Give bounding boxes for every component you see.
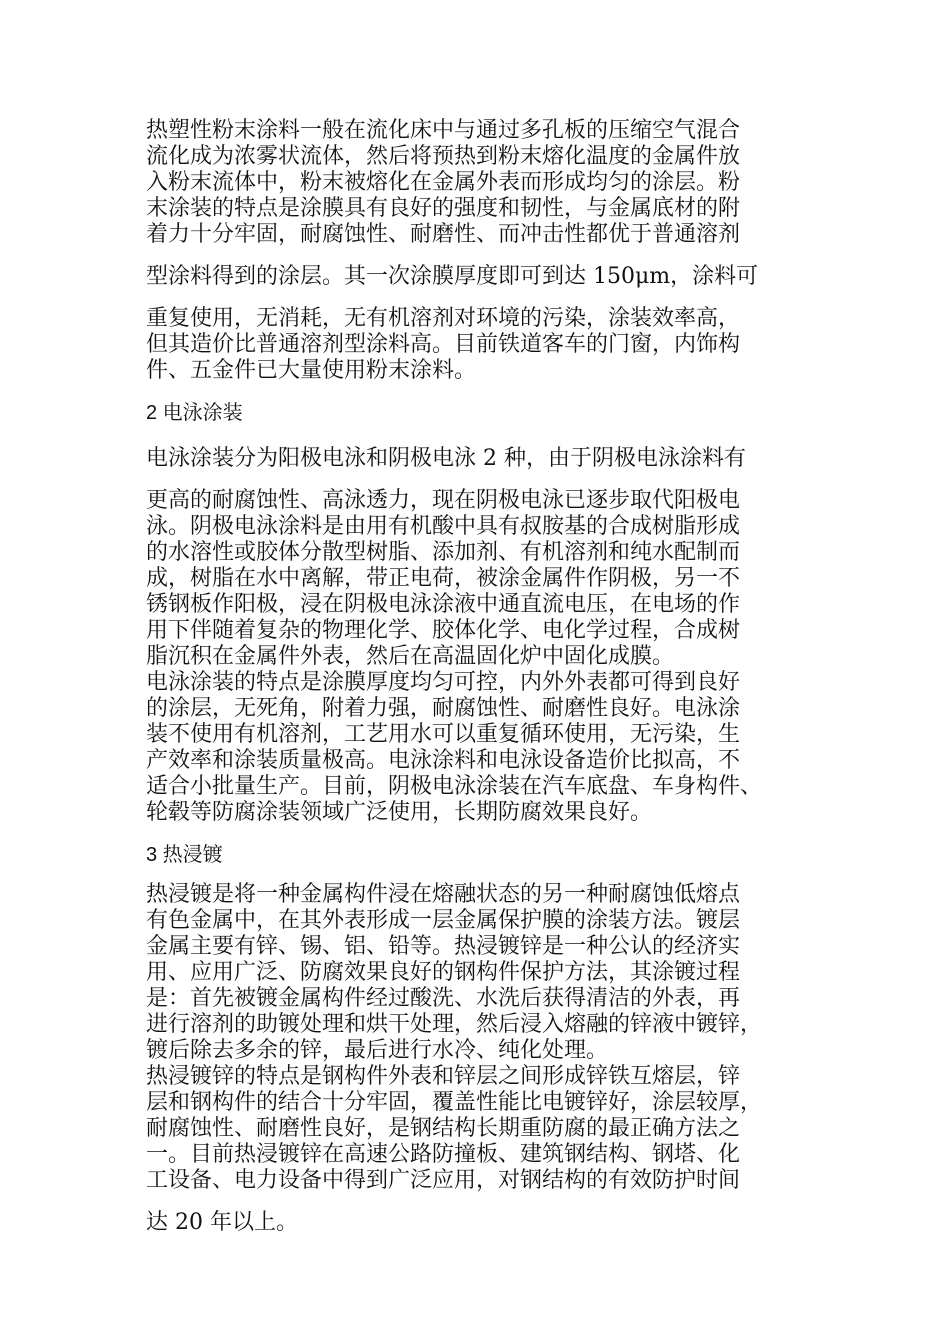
paragraph-line: 耐腐蚀性、耐磨性良好，是钢结构长期重防腐的最正确方法之	[146, 1116, 741, 1141]
paragraph-line: 但其造价比普通溶剂型涂料高。目前铁道客车的门窗，内饰构	[146, 332, 741, 357]
paragraph-line: 泳。阴极电泳涂料是由用有机酸中具有叔胺基的合成树脂形成	[146, 514, 741, 539]
paragraph-line: 用、应用广泛、防腐效果良好的钢构件保护方法，其涂镀过程	[146, 960, 741, 985]
paragraph-line: 的涂层，无死角，附着力强，耐腐蚀性、耐磨性良好。电泳涂	[146, 696, 741, 721]
paragraph-line: 的水溶性或胶体分散型树脂、添加剂、有机溶剂和纯水配制而	[146, 540, 741, 565]
paragraph-line: 轮毂等防腐涂装领域广泛使用，长期防腐效果良好。	[146, 800, 653, 825]
paragraph-line: 件、五金件已大量使用粉末涂料。	[146, 358, 477, 383]
paragraph-line: 重复使用，无消耗，无有机溶剂对环境的污染，涂装效率高，	[146, 306, 741, 331]
section-powder-coating	[146, 118, 826, 384]
paragraph-line: 一。目前热浸镀锌在高速公路防撞板、建筑钢结构、钢塔、化	[146, 1142, 741, 1167]
paragraph-line: 热塑性粉末涂料一般在流化床中与通过多孔板的压缩空气混合	[146, 118, 741, 143]
section-electrophoresis	[146, 446, 826, 826]
paragraph-line: 末涂装的特点是涂膜具有良好的强度和韧性，与金属底材的附	[146, 196, 741, 221]
paragraph-line: 装不使用有机溶剂，工艺用水可以重复循环使用，无污染，生	[146, 722, 741, 747]
paragraph-line: 流化成为浓雾状流体，然后将预热到粉末熔化温度的金属件放	[146, 144, 741, 169]
paragraph-line: 更高的耐腐蚀性、高泳透力，现在阴极电泳已逐步取代阳极电	[146, 488, 741, 513]
section-heading-hot-dip: 3 热浸镀	[146, 844, 223, 866]
paragraph-line: 是：首先被镀金属构件经过酸洗、水洗后获得清洁的外表，再	[146, 986, 741, 1011]
paragraph-line: 入粉末流体中，粉末被熔化在金属外表而形成均匀的涂层。粉	[146, 170, 741, 195]
paragraph-line: 热浸镀是将一种金属构件浸在熔融状态的另一种耐腐蚀低熔点	[146, 882, 741, 907]
paragraph-line: 脂沉积在金属件外表，然后在高温固化炉中固化成膜。	[146, 644, 675, 669]
paragraph-line: 成，树脂在水中离解，带正电荷，被涂金属件作阴极，另一不	[146, 566, 741, 591]
paragraph-line: 达 20 年以上。	[146, 1210, 298, 1235]
paragraph-line: 金属主要有锌、锡、铝、铅等。热浸镀锌是一种公认的经济实	[146, 934, 741, 959]
paragraph-line: 热浸镀锌的特点是钢构件外表和锌层之间形成锌铁互熔层，锌	[146, 1064, 741, 1089]
paragraph-line: 进行溶剂的助镀处理和烘干处理，然后浸入熔融的锌液中镀锌，	[146, 1012, 763, 1037]
paragraph-line: 用下伴随着复杂的物理化学、胶体化学、电化学过程，合成树	[146, 618, 741, 643]
paragraph-line: 适合小批量生产。目前，阴极电泳涂装在汽车底盘、车身构件、	[146, 774, 763, 799]
paragraph-line: 层和钢构件的结合十分牢固，覆盖性能比电镀锌好，涂层较厚，	[146, 1090, 763, 1115]
paragraph-line: 工设备、电力设备中得到广泛应用，对钢结构的有效防护时间	[146, 1168, 741, 1193]
paragraph-line: 锈钢板作阳极，浸在阴极电泳涂液中通直流电压，在电场的作	[146, 592, 741, 617]
paragraph-line: 型涂料得到的涂层。其一次涂膜厚度即可到达 150μm，涂料可	[146, 264, 759, 289]
paragraph-line: 产效率和涂装质量极高。电泳涂料和电泳设备造价比拟高，不	[146, 748, 741, 773]
paragraph-line: 有色金属中，在其外表形成一层金属保护膜的涂装方法。镀层	[146, 908, 741, 933]
section-heading-electrophoresis: 2 电泳涂装	[146, 402, 243, 424]
section-hot-dip	[146, 882, 826, 1236]
paragraph-line: 着力十分牢固，耐腐蚀性、耐磨性、而冲击性都优于普通溶剂	[146, 222, 741, 247]
paragraph-line: 电泳涂装分为阳极电泳和阴极电泳 2 种，由于阴极电泳涂料有	[146, 446, 746, 471]
document-page	[146, 118, 826, 1236]
paragraph-line: 镀后除去多余的锌，最后进行水冷、纯化处理。	[146, 1038, 609, 1063]
paragraph-line: 电泳涂装的特点是涂膜厚度均匀可控，内外外表都可得到良好	[146, 670, 741, 695]
